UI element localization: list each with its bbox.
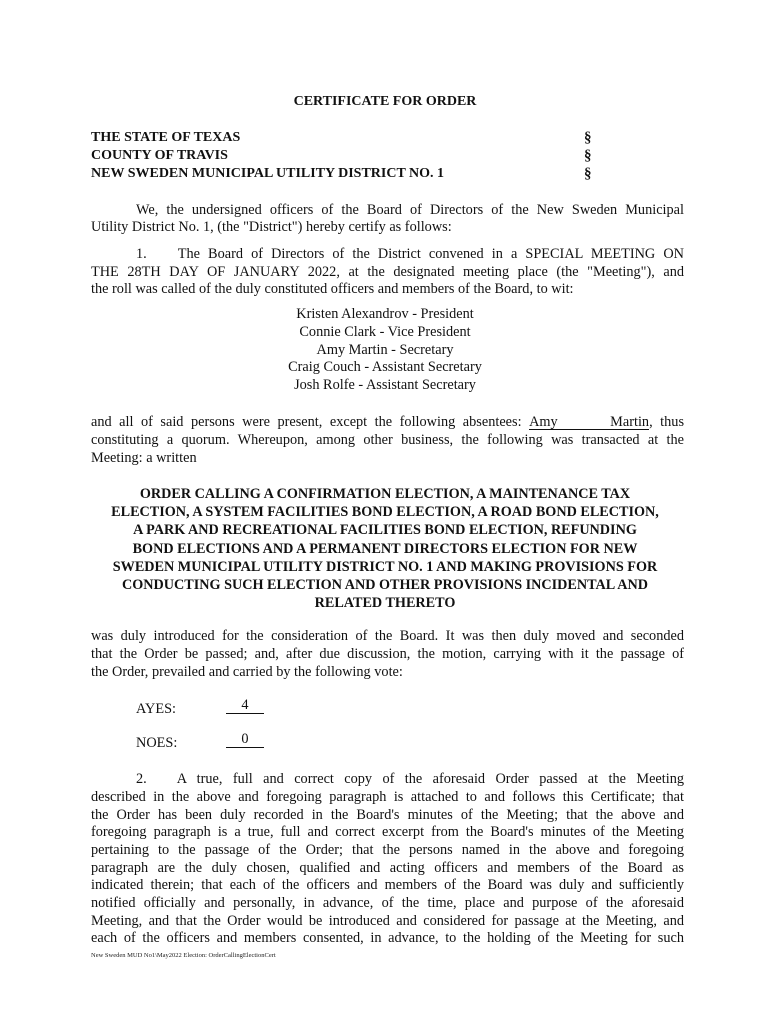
officer-item: Kristen Alexandrov - President (296, 306, 474, 322)
noes-value: 0 (226, 732, 264, 748)
paragraph2-line: foregoing paragraph is a true, full and correct excerpt from the Board's minutes of the Meeting (91, 824, 684, 840)
absentee-line-1: and all of said persons were present, except the following absentees: Amy Martin, thus (91, 414, 685, 430)
paragraph2-line: pertaining to the passage of the Order; that the persons named in the above and foregoing (91, 842, 684, 858)
absentee-name: Amy Martin (529, 414, 650, 430)
paragraph2-line: each of the officers and members consented, in advance, to the holding of the Meeting for such (91, 930, 684, 946)
paragraph2-line-1: 2. A true, full and correct copy of the aforesaid Order passed at the Meeting (136, 771, 684, 787)
officer-item: Josh Rolfe - Assistant Secretary (294, 377, 476, 394)
officers-list (0, 306, 770, 395)
order-title: ORDER CALLING A CONFIRMATION ELECTION, A MAINTENANCE TAX ELECTION, A SYSTEM FACILITIES BOND ELECTION, A ROAD BOND ELECTION, A PARK AND RECREATIONAL FACILITIES BOND ELECTION, REFUNDING BOND ELECTIONS AND A PERMANENT DIRECTORS ELECTION FOR NEW SWEDEN MUNICIPAL UTILITY DISTRICT NO. 1 AND MAKING PROVISIONS FOR CONDUCTING SUCH ELECTION AND OTHER PROVISIONS INCIDENTAL AND RELATED THERETO (111, 486, 659, 612)
section-symbol: § (584, 130, 592, 146)
introduced-line-1: was duly introduced for the consideration of the Board. It was then duly moved and seconded (91, 628, 684, 644)
introduced-line-3: the Order, prevailed and carried by the following vote: (91, 664, 403, 680)
header-district: NEW SWEDEN MUNICIPAL UTILITY DISTRICT NO. 1 (91, 166, 445, 181)
paragraph-number: 1. (136, 246, 147, 262)
paragraph-number: 2. (136, 771, 147, 787)
paragraph1-line-2: THE 28TH DAY OF JANUARY 2022, at the designated meeting place (the "Meeting"), and (91, 264, 684, 280)
intro-line-2: Utility District No. 1, (the "District") hereby certify as follows: (91, 219, 452, 235)
footer-filepath: New Sweden MUD No1\May2022 Election: OrderCallingElectionCert (91, 952, 276, 959)
noes-label: NOES: (136, 735, 178, 751)
absentee-line-3: Meeting: a written (91, 450, 197, 466)
introduced-line-2: that the Order be passed; and, after due discussion, the motion, carrying with it the passage of (91, 646, 684, 662)
paragraph2-line: notified officially and personally, in advance, of the time, place and purpose of the aforesaid (91, 895, 684, 911)
section-symbol: § (584, 166, 592, 182)
intro-line-1: We, the undersigned officers of the Board of Directors of the New Sweden Municipal (136, 202, 684, 218)
officer-item: Craig Couch - Assistant Secretary (288, 359, 482, 376)
paragraph2-line: paragraph are the duly chosen, qualified and acting officers and members of the Board as (91, 860, 684, 876)
paragraph2-line: indicated therein; that each of the officers and members of the Board was duly and sufficiently (91, 877, 684, 893)
section-symbol: § (584, 148, 592, 164)
officer-item: Amy Martin - Secretary (316, 341, 454, 358)
officer-item: Connie Clark - Vice President (299, 323, 471, 340)
paragraph2-line: described in the above and foregoing paragraph is attached to and follows this Certificate; that (91, 789, 684, 805)
paragraph1-line-1: 1. The Board of Directors of the District convened in a SPECIAL MEETING ON (136, 246, 684, 262)
header-state: THE STATE OF TEXAS (91, 130, 241, 145)
paragraph2-line: Meeting, and that the Order would be introduced and considered for passage at the Meeting, and (91, 913, 684, 929)
paragraph1-line-3: the roll was called of the duly constituted officers and members of the Board, to wit: (91, 281, 574, 297)
paragraph2-line: the Order has been duly recorded in the Board's minutes of the Meeting; that the above and (91, 807, 684, 823)
ayes-label: AYES: (136, 701, 176, 717)
page-title: CERTIFICATE FOR ORDER (293, 94, 477, 109)
ayes-value: 4 (226, 698, 264, 714)
header-county: COUNTY OF TRAVIS (91, 148, 228, 163)
absentee-line-2: constituting a quorum. Whereupon, among other business, the following was transacted at the (91, 432, 684, 448)
